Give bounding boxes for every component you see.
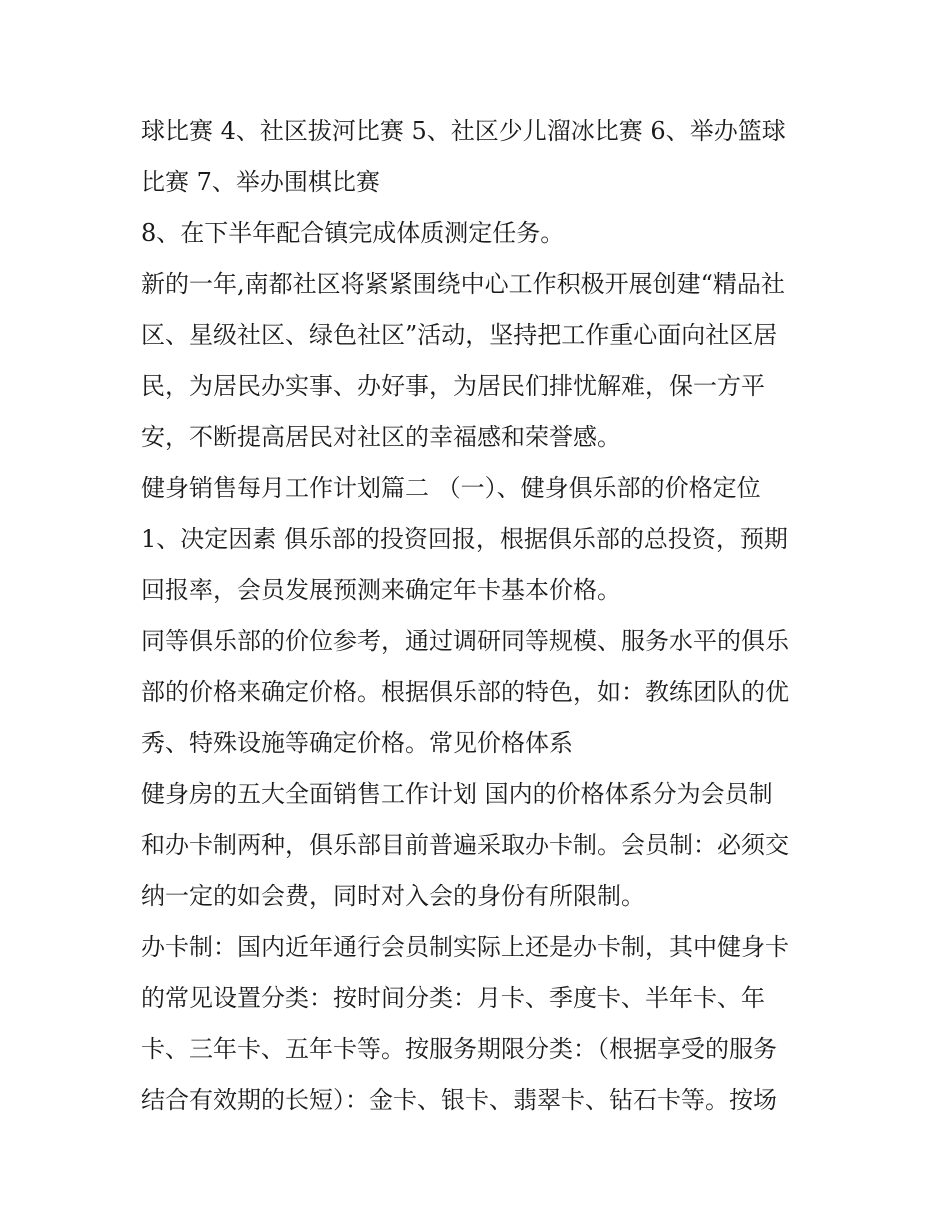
text-line: 球比赛 4、社区拔河比赛 5、社区少儿溜冰比赛 6、举办篮球 <box>141 117 786 145</box>
paragraph-price-system <box>141 769 821 922</box>
paragraph-deciding-factors <box>141 514 821 616</box>
text-line: 和办卡制两种，俱乐部目前普遍采取办卡制。会员制：必须交 <box>141 831 789 859</box>
text-line: 健身销售每月工作计划篇二 （一）、健身俱乐部的价格定位 <box>141 474 761 502</box>
text-line: 回报率，会员发展预测来确定年卡基本价格。 <box>141 576 621 604</box>
text-line: 民，为居民办实事、办好事，为居民们排忧解难，保一方平 <box>141 372 765 400</box>
text-line: 同等俱乐部的价位参考，通过调研同等规模、服务水平的俱乐 <box>141 627 789 655</box>
section-heading-pricing <box>141 463 821 514</box>
text-line: 的常见设置分类：按时间分类：月卡、季度卡、半年卡、年 <box>141 984 765 1012</box>
text-line: 1、决定因素 俱乐部的投资回报，根据俱乐部的总投资，预期 <box>141 525 788 553</box>
text-line: 区、星级社区、绿色社区”活动，坚持把工作重心面向社区居 <box>141 321 778 349</box>
text-line: 比赛 7、举办围棋比赛 <box>141 168 380 196</box>
text-line: 8、在下半年配合镇完成体质测定任务。 <box>141 219 565 247</box>
paragraph-peer-reference <box>141 616 821 769</box>
text-line: 安，不断提高居民对社区的幸福感和荣誉感。 <box>141 423 621 451</box>
paragraph-fitness-test <box>141 208 821 259</box>
text-line: 结合有效期的长短）：金卡、银卡、翡翠卡、钻石卡等。按场 <box>141 1086 777 1114</box>
text-line: 办卡制：国内近年通行会员制实际上还是办卡制，其中健身卡 <box>141 933 789 961</box>
text-line: 秀、特殊设施等确定价格。常见价格体系 <box>141 729 573 757</box>
document-body <box>141 106 821 1126</box>
text-line: 新的一年,南都社区将紧紧围绕中心工作积极开展创建“精品社 <box>141 270 785 298</box>
text-line: 健身房的五大全面销售工作计划 国内的价格体系分为会员制 <box>141 780 773 808</box>
paragraph-competition-list <box>141 106 821 208</box>
text-line: 纳一定的如会费，同时对入会的身份有所限制。 <box>141 882 645 910</box>
text-line: 部的价格来确定价格。根据俱乐部的特色，如：教练团队的优 <box>141 678 789 706</box>
paragraph-card-system <box>141 922 821 1126</box>
paragraph-new-year-plan <box>141 259 821 463</box>
text-line: 卡、三年卡、五年卡等。按服务期限分类：（根据享受的服务 <box>141 1035 777 1063</box>
